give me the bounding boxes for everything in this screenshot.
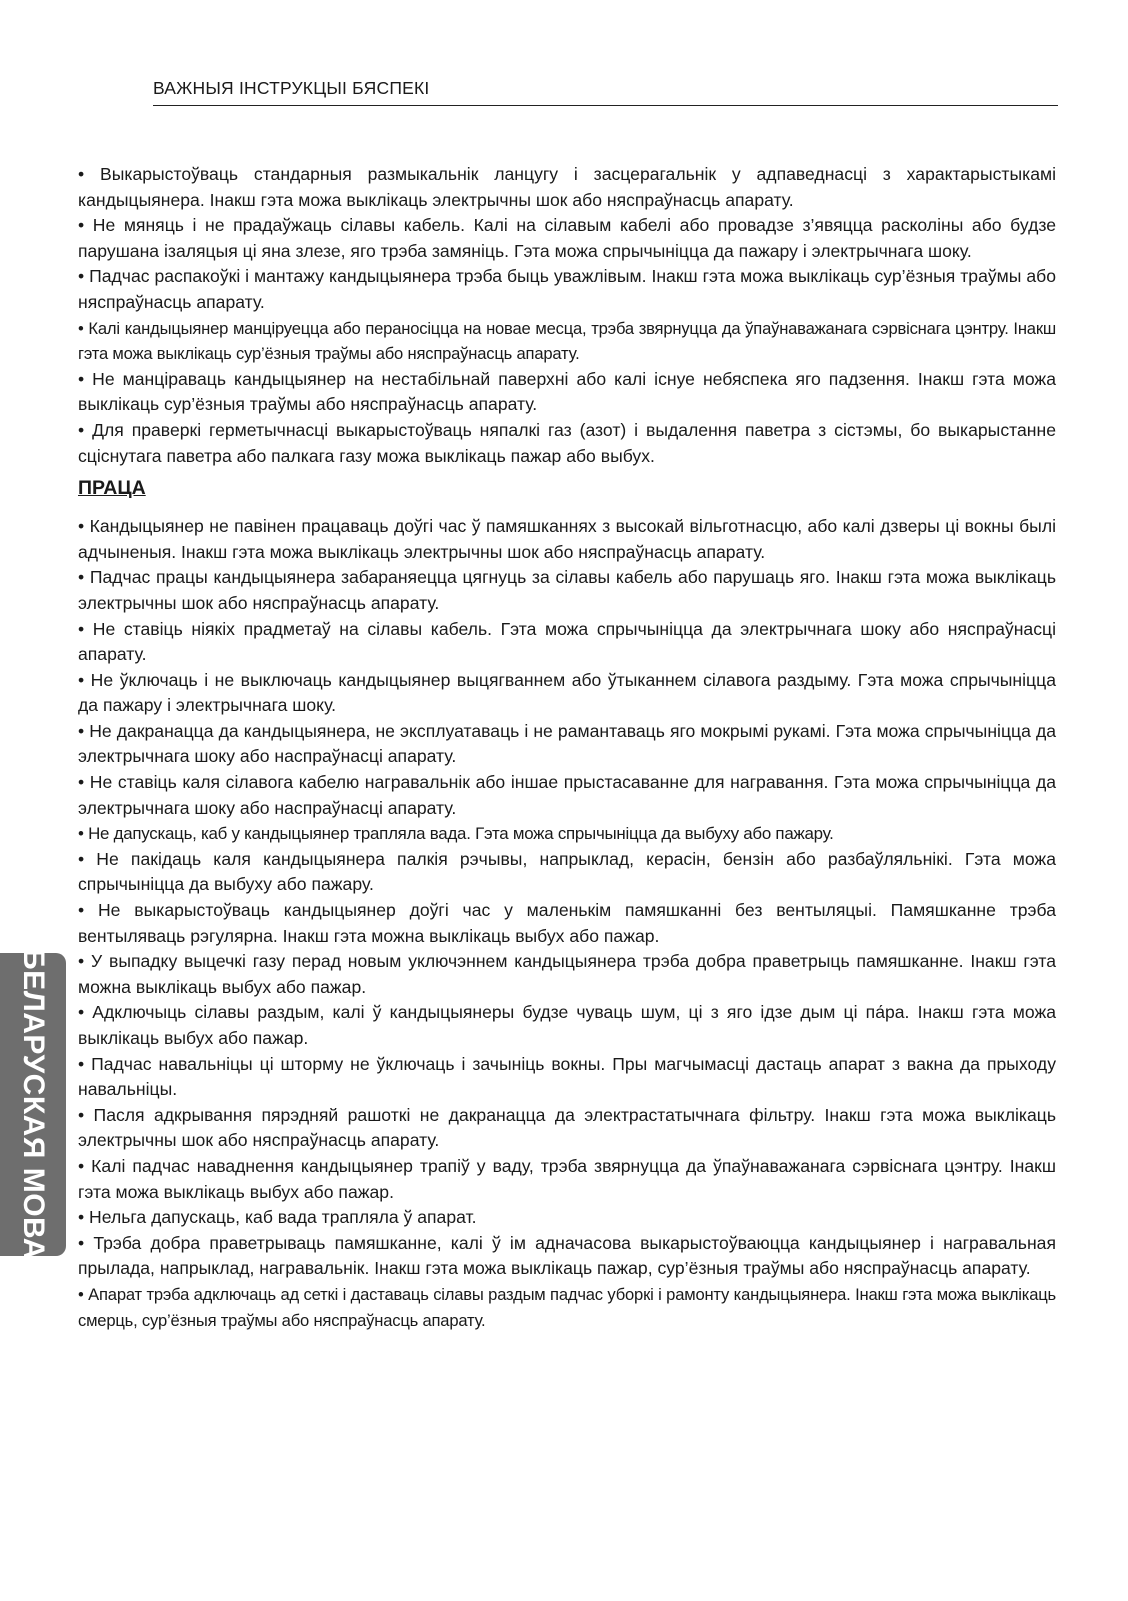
- operation-item: • Не ставіць ніякіх прадметаў на сілавы кабель. Гэта можа спрычыніцца да электрычнага шоку або няспраўнасці апарату.: [78, 618, 1056, 665]
- language-side-tab-label: БЕЛАРУСКАЯ МОВА: [17, 948, 50, 1260]
- safety-item: • Калі кандыцыянер манціруецца або пераносіцца на новае месца, трэба звярнуцца да ўпаўнаважанага сэрвіснага цэнтру. Інакш гэта можа выклікаць сур’ёзныя траўмы або няспраўнасць апарату.: [78, 318, 1056, 364]
- section-title: ПРАЦА: [78, 477, 146, 500]
- safety-item: • Падчас распакоўкі і мантажу кандыцыянера трэба быць уважлівым. Інакш гэта можа выклікаць сур’ёзныя траўмы або няспраўнасць апарату.: [78, 266, 1056, 312]
- operation-item: • Адключыць сілавы раздым, калі ў кандыцыянеры будзе чуваць шум, ці з яго ідзе дым ці па́ра. Інакш гэта можа выклікаць выбух або пажар.: [78, 1002, 1056, 1048]
- operation-item: • Падчас працы кандыцыянера забараняецца цягнуць за сілавы кабель або парушаць яго. Інакш гэта можа выклікаць электрычны шок або няспраўнасць апарату.: [78, 567, 1056, 613]
- operation-item: • Пасля адкрывання пярэдняй рашоткі не дакранацца да электрастатычнага фільтру. Інакш гэта можа выклікаць электрычны шок або няспраўнасць апарату.: [78, 1104, 1056, 1151]
- operation-item: • Апарат трэба адключаць ад сеткі і даставаць сілавы раздым падчас уборкі і рамонту кандыцыянера. Інакш гэта можа выклікаць смерць, сур’ёзныя траўмы або няспраўнасць апарату.: [78, 1284, 1056, 1330]
- operation-item: • Кандыцыянер не павінен працаваць доўгі час ў памяшканнях з высокай вільготнасцю, або калі дзверы ці вокны былі адчыненыя. Інакш гэта можа выклікаць электрычны шок або няспраўнасць апарату.: [78, 516, 1056, 562]
- safety-item: • Выкарыстоўваць стандарныя размыкальнік ланцугу і засцерагальнік у адпаведнасці з характарыстыкамі кандыцыянера. Інакш гэта можа выклікаць электрычны шок або няспраўнасць апарату.: [78, 164, 1056, 210]
- operation-item: • Калі падчас наваднення кандыцыянер трапіў у ваду, трэба звярнуцца да ўпаўнаважанага сэрвіснага цэнтру. Інакш гэта можа выклікаць выбух або пажар.: [78, 1155, 1056, 1202]
- operation-item: • Нельга дапускаць, каб вада трапляла ў апарат.: [78, 1207, 477, 1228]
- safety-item: • Для праверкі герметычнасці выкарыстоўваць няпалкі газ (азот) і выдалення паветра з сістэмы, бо выкарыстанне сціснутага паветра або палкага газу можа выклікаць пажар або выбух.: [78, 419, 1056, 466]
- safety-item: • Не мяняць і не прадаўжаць сілавы кабель. Калі на сілавым кабелі або провадзе з’явяцца расколіны або будзе парушана ізаляцыя ці яна злезе, яго трэба замяніць. Гэта можа спрычыніцца да пажару і электрычнага шоку.: [78, 215, 1056, 261]
- operation-item: • Не ўключаць і не выключаць кандыцыянер выцягваннем або ўтыканнем сілавога раздыму. Гэта можа спрычыніцца да пажару і электрычнага шоку.: [78, 669, 1056, 716]
- operation-item: • Не пакідаць каля кандыцыянера палкія рэчывы, напрыклад, керасін, бензін або разбаўляльнікі. Гэта можа спрычыніцца да выбуху або пажару.: [78, 848, 1056, 895]
- operation-item: • Не выкарыстоўваць кандыцыянер доўгі час у маленькім памяшканні без вентыляцыі. Памяшканне трэба вентыляваць рэгулярна. Інакш гэта можна выклікаць выбух або пажар.: [78, 900, 1056, 946]
- operation-item: • Падчас навальніцы ці шторму не ўключаць і зачыніць вокны. Пры магчымасці дастаць апарат з вакна да прыходу навальніцы.: [78, 1053, 1056, 1100]
- operation-item: • Не дапускаць, каб у кандыцыянер трапляла вада. Гэта можа спрычыніцца да выбуху або пажару.: [78, 824, 834, 844]
- operation-item: • Трэба добра праветрываць памяшканне, калі ў ім адначасова выкарыстоўваюцца кандыцыянер і награвальная прылада, напрыклад, награвальнік. Інакш гэта можа выклікаць пажар, сур’ёзныя траўмы або няспраўнасць апарату.: [78, 1232, 1056, 1279]
- operation-item: • У выпадку выцечкі газу перад новым уключэннем кандыцыянера трэба добра праветрыць памяшканне. Інакш гэта можна выклікаць выбух або пажар.: [78, 951, 1056, 997]
- operation-item: • Не ставіць каля сілавога кабелю награвальнік або іншае прыстасаванне для награвання. Гэта можа спрычыніцца да электрычнага шоку або наспраўнасці апарату.: [78, 772, 1056, 818]
- intro-safety-list: [78, 162, 1056, 1333]
- safety-item: • Не манціраваць кандыцыянер на нестабільнай паверхні або калі існуе небяспека яго падзення. Інакш гэта можа выклікаць сур’ёзныя траўмы або няспраўнасць апарату.: [78, 368, 1056, 415]
- page-header: ВАЖНЫЯ ІНСТРУКЦЫІ БЯСПЕКІ: [153, 78, 1058, 106]
- operation-item: • Не дакранацца да кандыцыянера, не эксплуатаваць і не рамантаваць яго мокрымі рукамі. Гэта можа спрычыніцца да электрычнага шоку або наспраўнасці апарату.: [78, 720, 1056, 767]
